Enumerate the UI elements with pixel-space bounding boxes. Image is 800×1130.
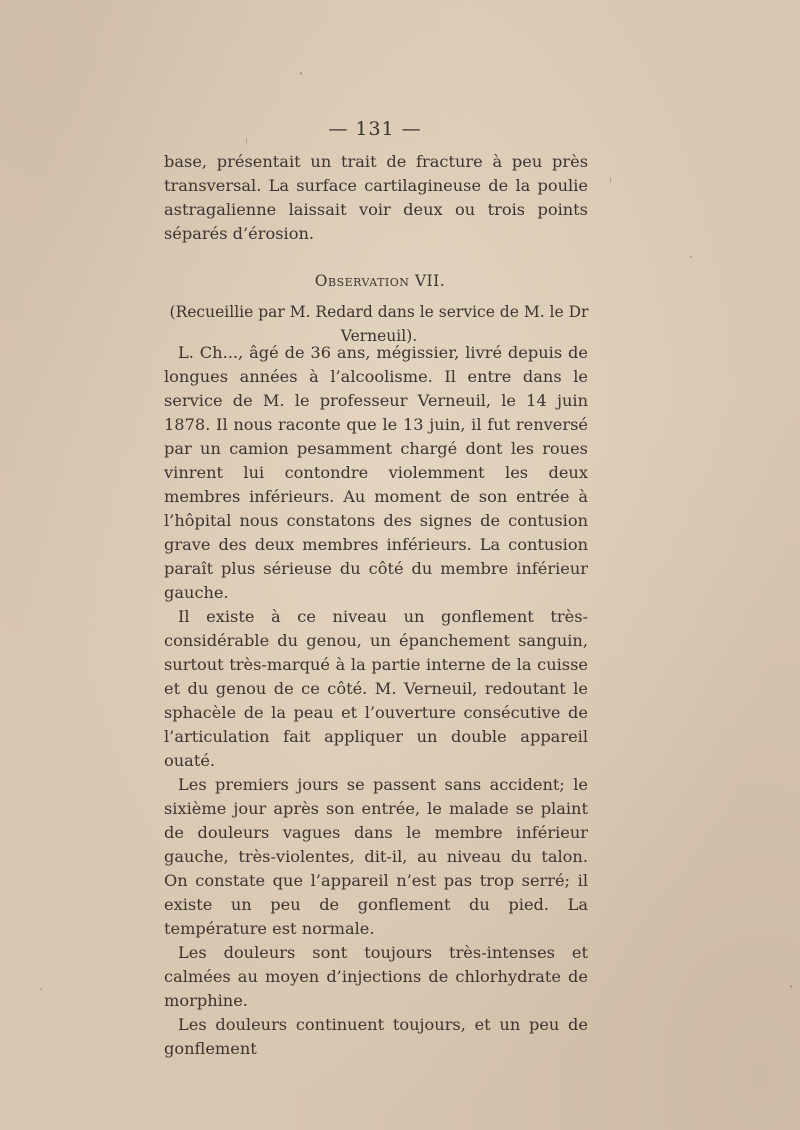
paragraph: Les douleurs continuent toujours, et un peu de gonflement bbox=[164, 1015, 588, 1058]
paper-speck bbox=[300, 72, 302, 75]
paragraph: base, présentait un trait de fracture à peu près transversal. La surface cartilagineuse de la poulie astragalienne laissait voir deux ou trois points séparés d’érosion. bbox=[164, 152, 588, 243]
body-text-block bbox=[164, 341, 588, 1061]
observation-title: Observation VII. bbox=[314, 272, 446, 290]
paper-speck bbox=[690, 256, 692, 258]
paragraph: Il existe à ce niveau un gonflement très-considérable du genou, un épanchement sanguin, surtout très-marqué à la partie interne de la cuisse et du genou de ce côté. M. Verneuil, redoutant le sphacèle de la peau et l’ouverture consécutive de l’articulation fait appliquer un double appareil ouaté. bbox=[164, 607, 588, 770]
paragraph: Les premiers jours se passent sans accident; le sixième jour après son entrée, le malade se plaint de douleurs vagues dans le membre inférieur gauche, très-violentes, dit-il, au niveau du talon. On constate que l’appareil n’est pas trop serré; il existe un peu de gonflement du pied. La température est normale. bbox=[164, 775, 588, 938]
observation-source: (Recueillie par M. Redard dans le service de M. le Dr Verneuil). bbox=[169, 303, 589, 345]
paragraph: Les douleurs sont toujours très-intenses et calmées au moyen d’injections de chlorhydrate de morphine. bbox=[164, 943, 588, 1010]
paper-speck bbox=[790, 985, 792, 988]
top-paragraph-block bbox=[164, 150, 588, 246]
paper-speck bbox=[610, 178, 611, 183]
page-number: — 131 — bbox=[328, 118, 422, 140]
paper-speck bbox=[40, 988, 42, 990]
paragraph: L. Ch..., âgé de 36 ans, mégissier, livré depuis de longues années à l’alcoolisme. Il entre dans le service de M. le professeur Verneuil, le 14 juin 1878. Il nous raconte que le 13 juin, il fut renversé par un camion pesamment chargé dont les roues vinrent lui contondre violemment les deux membres inférieurs. Au moment de son entrée à l’hôpital nous constatons des signes de contusion grave des deux membres inférieurs. La contusion paraît plus sérieuse du côté du membre inférieur gauche. bbox=[164, 343, 588, 602]
